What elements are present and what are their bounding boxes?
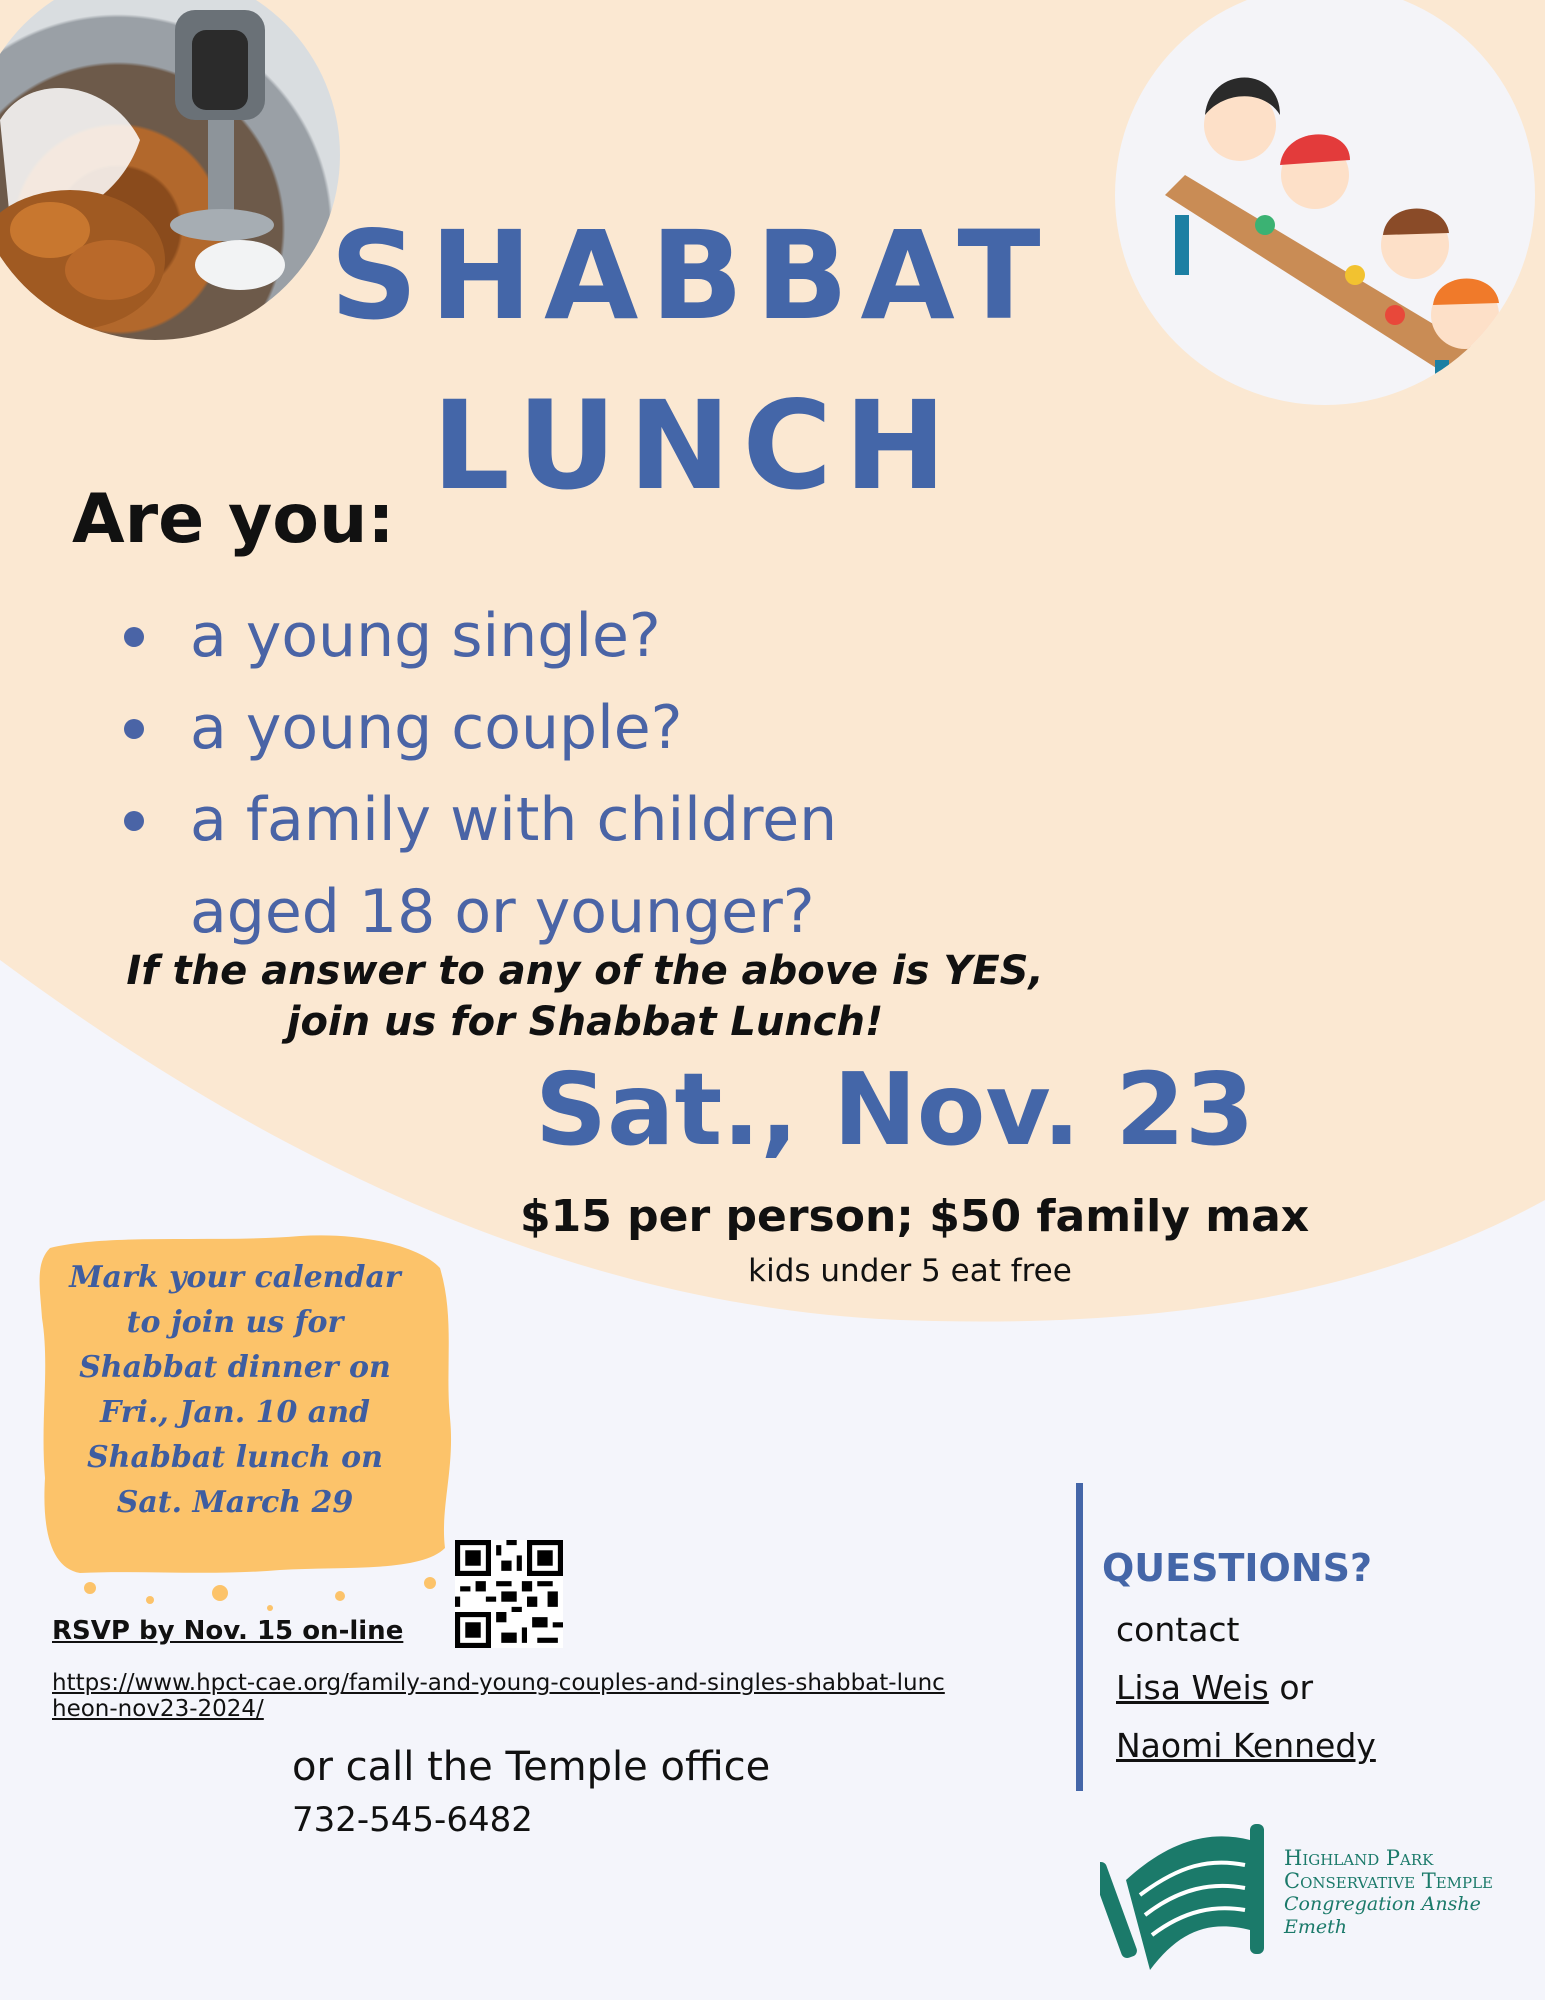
list-item: [120, 682, 1050, 774]
calendar-line: Mark your calendar: [69, 1260, 401, 1295]
answer-line-1: If the answer to any of the above is YES,: [126, 948, 1044, 994]
list-item-text: a young single?: [190, 601, 661, 671]
bullet-icon: [124, 627, 144, 647]
contact-link-lisa[interactable]: Lisa Weis: [1116, 1668, 1269, 1707]
bullet-icon: [124, 719, 144, 739]
calendar-line: Shabbat lunch on: [87, 1440, 383, 1475]
temple-logo-text: [1284, 1847, 1545, 1939]
list-item: [120, 774, 980, 958]
question-heading: Are you:: [72, 480, 395, 559]
kids-free-note: kids under 5 eat free: [748, 1253, 1072, 1289]
contact-line: [1116, 1726, 1376, 1765]
event-date: Sat., Nov. 23: [535, 1051, 1255, 1168]
logo-line-1: Highland Park: [1284, 1846, 1434, 1870]
contact-label: contact: [1116, 1610, 1240, 1649]
qr-code[interactable]: [455, 1540, 563, 1648]
calendar-note: [40, 1255, 430, 1525]
bullet-icon: [124, 811, 144, 831]
call-office-text: or call the Temple office: [292, 1744, 771, 1790]
phone-number: 732-545-6482: [292, 1800, 533, 1840]
list-item: [120, 590, 1050, 682]
title-line-1: SHABBAT: [330, 205, 1053, 347]
logo-line-2: Conservative Temple: [1284, 1869, 1494, 1893]
rsvp-link[interactable]: https://www.hpct-cae.org/family-and-young-couples-and-singles-shabbat-luncheon-nov23-2024/: [52, 1670, 945, 1722]
contact-link-naomi[interactable]: Naomi Kennedy: [1116, 1726, 1376, 1765]
answer-line-2: join us for Shabbat Lunch!: [286, 999, 884, 1045]
calendar-line: Shabbat dinner on: [79, 1350, 391, 1385]
calendar-line: Sat. March 29: [116, 1485, 354, 1520]
answer-text: [70, 946, 1100, 1048]
contact-line: [1116, 1668, 1313, 1707]
audience-list: [120, 590, 1050, 958]
calendar-line: to join us for: [126, 1305, 344, 1340]
calendar-line: Fri., Jan. 10 and: [99, 1395, 371, 1430]
list-item-text: a family with children aged 18 or younger?: [190, 785, 838, 947]
torah-scroll-logo-icon: [1100, 1810, 1280, 1990]
logo-line-3: Congregation Anshe Emeth: [1284, 1893, 1481, 1938]
title-line-2: LUNCH: [432, 375, 959, 517]
divider: [1076, 1483, 1083, 1791]
price-text: $15 per person; $50 family max: [520, 1191, 1310, 1242]
rsvp-label: RSVP by Nov. 15 on-line: [52, 1616, 404, 1646]
kids-eating-illustration: [1115, 0, 1535, 405]
questions-heading: QUESTIONS?: [1102, 1546, 1373, 1590]
list-item-text: a young couple?: [190, 693, 683, 763]
contact-or: or: [1279, 1668, 1314, 1707]
